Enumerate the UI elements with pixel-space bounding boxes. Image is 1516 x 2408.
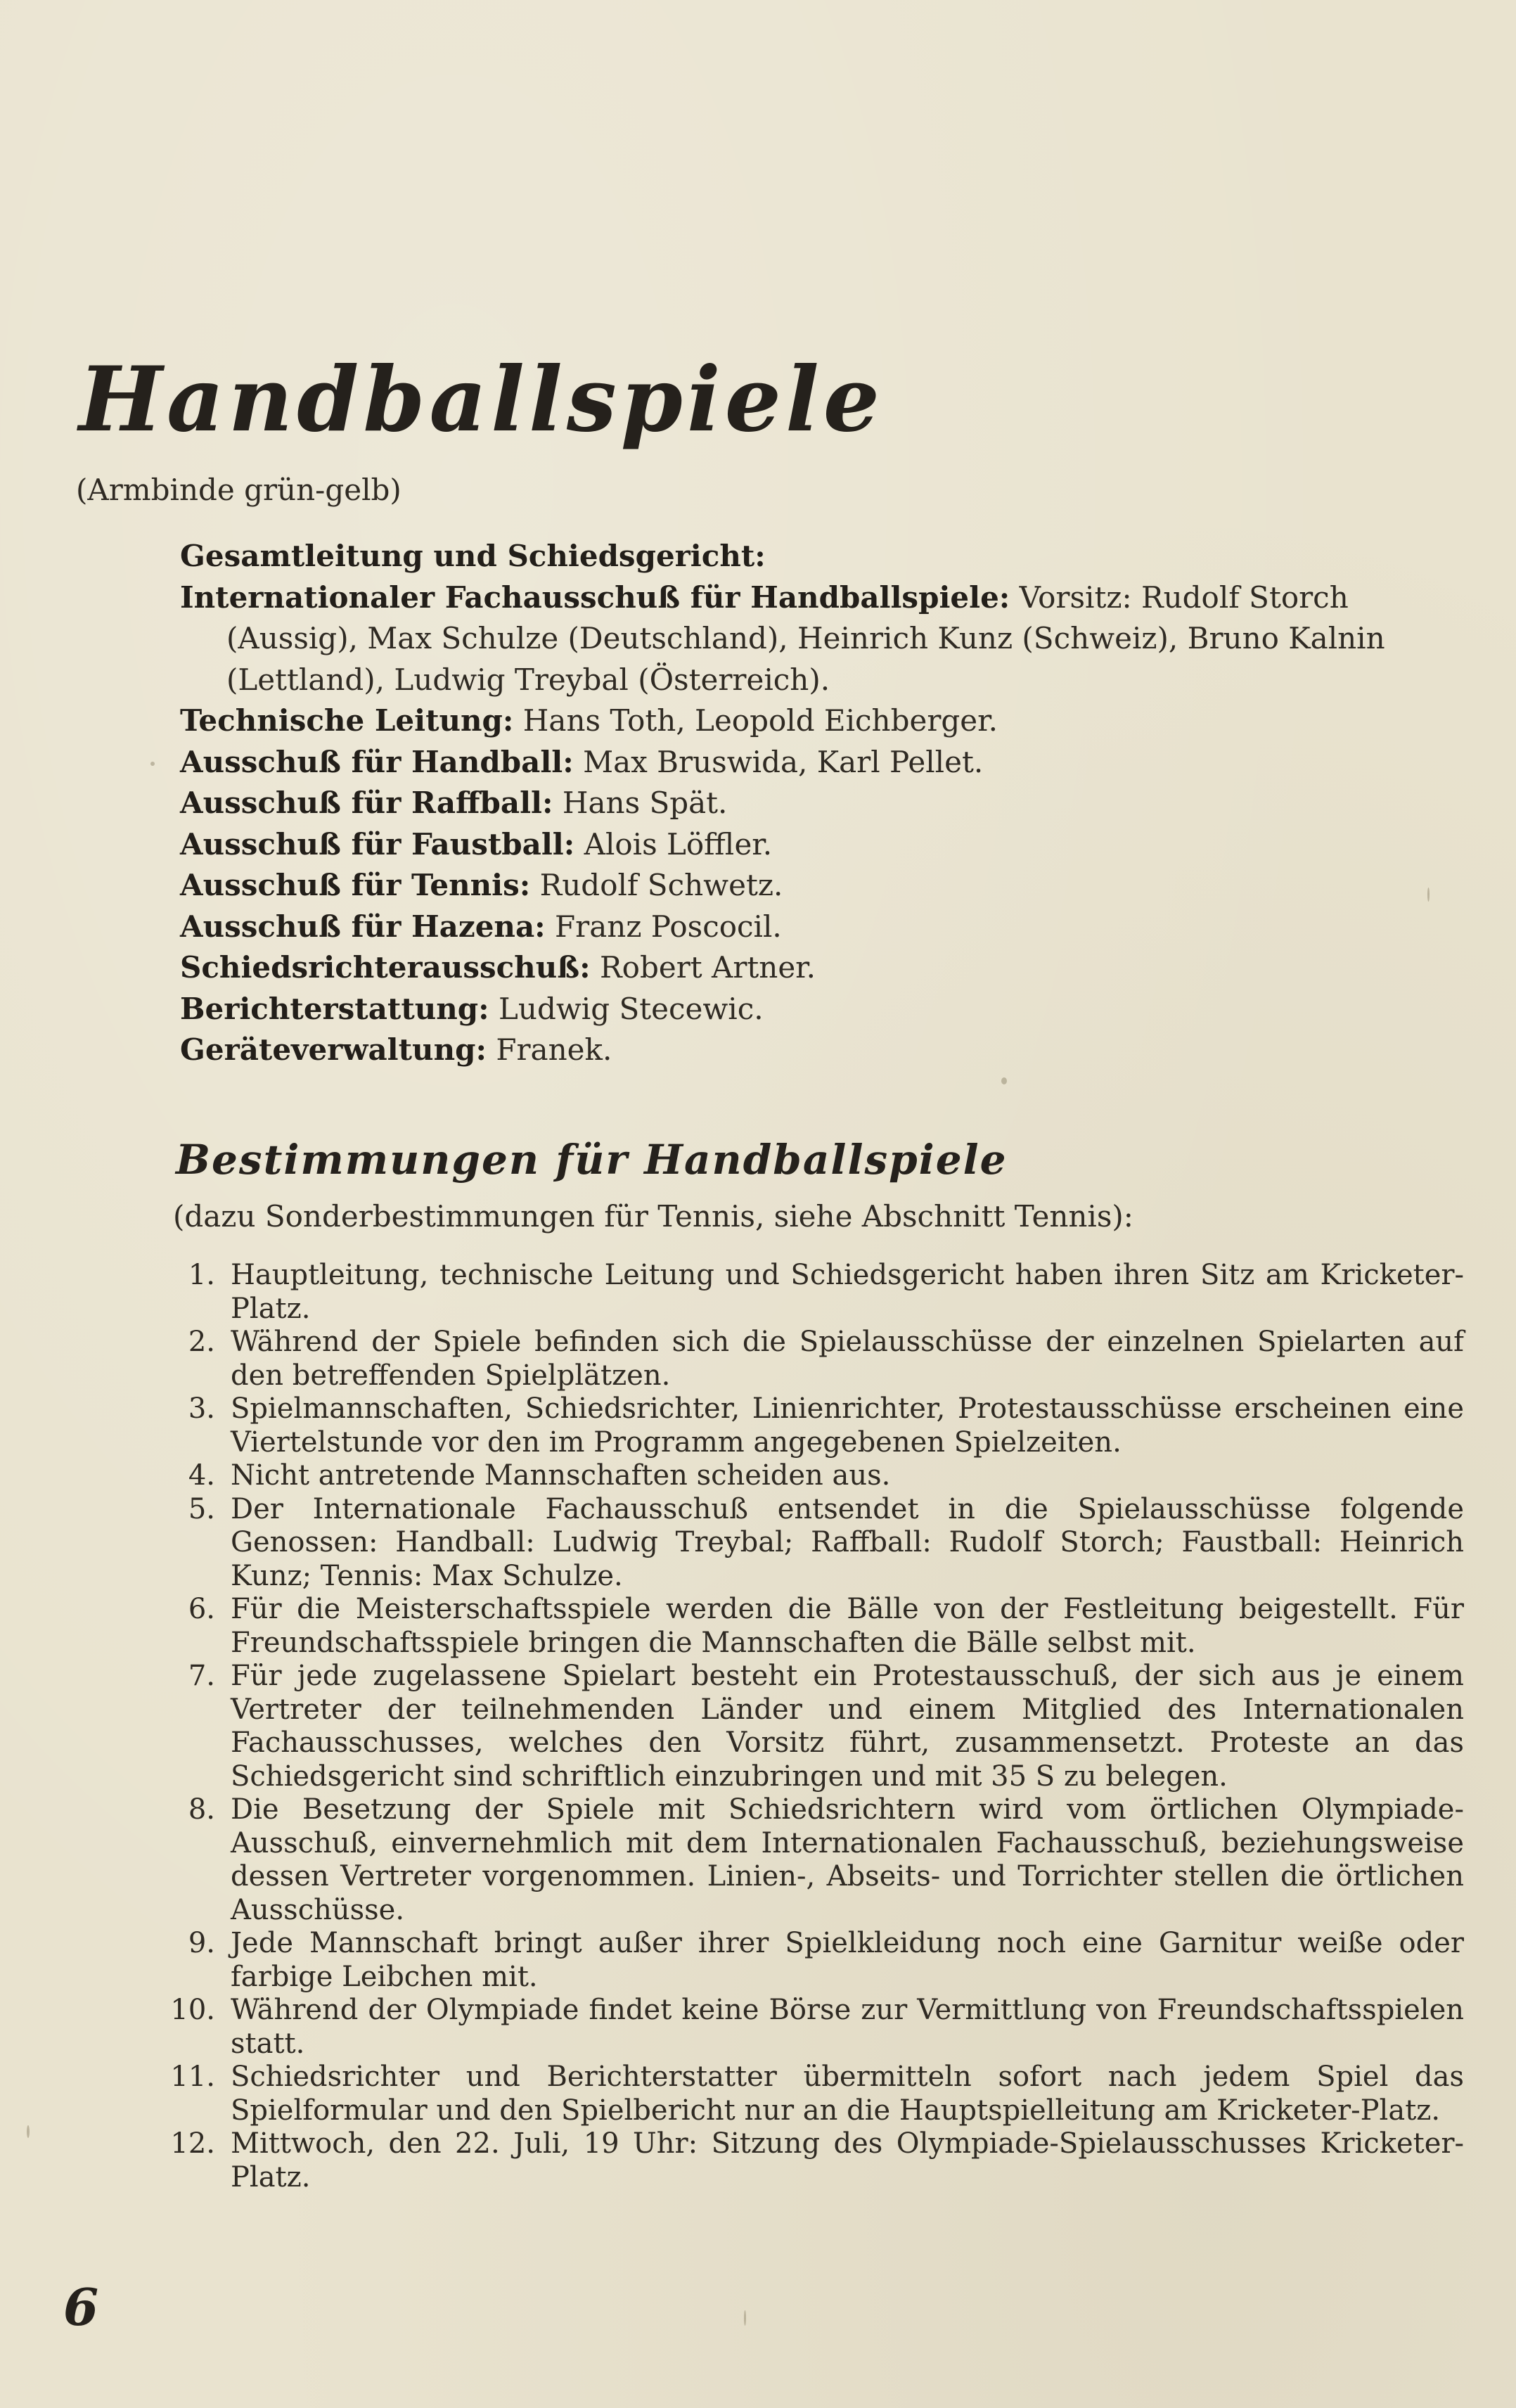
rule-number: 9. [188, 1927, 215, 1959]
rule-number: 11. [170, 2061, 215, 2093]
rule-number: 7. [188, 1660, 215, 1692]
rule-item [166, 1326, 1464, 1392]
officials-entry [180, 577, 1474, 701]
officials-label: Geräteverwaltung: [180, 1032, 487, 1067]
rule-text: Jede Mannschaft bringt außer ihrer Spielkleidung noch eine Garnitur weiße oder farbige Leibchen mit. [231, 1927, 1464, 1993]
rule-number: 8. [188, 1793, 215, 1826]
rule-text: Nicht antretende Mannschaften scheiden aus. [231, 1459, 891, 1492]
rule-text: Mittwoch, den 22. Juli, 19 Uhr: Sitzung des Olympiade-Spielausschusses Kricketer-Platz. [231, 2127, 1464, 2194]
officials-label: Ausschuß für Hazena: [180, 909, 546, 944]
rule-text: Die Besetzung der Spiele mit Schiedsrichtern wird vom örtlichen Olympiade-Ausschuß, einvernehmlich mit dem Internationalen Fachausschuß, beziehungsweise dessen Vertreter vorgenommen. Linien-, Abseits- und Torrichter stellen die örtlichen Ausschüsse. [231, 1793, 1464, 1926]
rules-heading: Bestimmungen für Handballspiele [176, 1136, 1008, 1184]
officials-entry [180, 907, 1474, 948]
paper-speck [1001, 1077, 1007, 1084]
rule-item [166, 1493, 1464, 1594]
page-number: 6 [63, 2277, 99, 2337]
officials-entry [180, 865, 1474, 907]
page-subtitle: (Armbinde grün-gelb) [76, 473, 402, 507]
paper-speck [744, 2310, 746, 2326]
rule-item [166, 1994, 1464, 2061]
rule-item [166, 1660, 1464, 1793]
officials-label: Ausschuß für Raffball: [180, 786, 553, 820]
paper-speck [150, 762, 155, 766]
rule-number: 2. [188, 1326, 215, 1358]
rules-list [166, 1259, 1464, 2194]
officials-text: Robert Artner. [590, 950, 816, 985]
paper-speck [1427, 888, 1430, 902]
rule-text: Während der Spiele befinden sich die Spielausschüsse der einzelnen Spielarten auf den betreffenden Spielplätzen. [231, 1326, 1464, 1392]
officials-text: Hans Spät. [553, 786, 728, 820]
officials-text: Vorsitz: Rudolf Storch (Aussig), Max Schulze (Deutschland), Heinrich Kunz (Schweiz), Bruno Kalnin (Lettland), Ludwig Treybal (Österreich). [226, 579, 1385, 697]
officials-list [180, 536, 1474, 1071]
officials-entry [180, 700, 1474, 742]
officials-label: Schiedsrichterausschuß: [180, 950, 591, 985]
rule-text: Hauptleitung, technische Leitung und Schiedsgericht haben ihren Sitz am Kricketer-Platz. [231, 1259, 1464, 1325]
rule-text: Der Internationale Fachausschuß entsendet in die Spielausschüsse folgende Genossen: Handball: Ludwig Treybal; Raffball: Rudolf Storch; Faustball: Heinrich Kunz; Tennis: Max Schulze. [231, 1492, 1464, 1592]
officials-entry [180, 536, 1474, 577]
officials-label: Ausschuß für Tennis: [180, 868, 531, 902]
rule-number: 6. [188, 1593, 215, 1625]
rule-item [166, 1459, 1464, 1493]
rule-number: 5. [188, 1492, 215, 1525]
rule-text: Für jede zugelassene Spielart besteht ein Protestausschuß, der sich aus je einem Vertreter der teilnehmenden Länder und einem Mitglied des Internationalen Fachausschusses, welches den Vorsitz führt, zusammensetzt. Proteste an das Schiedsgericht sind schriftlich einzubringen und mit 35 S zu belegen. [231, 1660, 1464, 1793]
rule-item [166, 1793, 1464, 1927]
rule-text: Für die Meisterschaftsspiele werden die Bälle von der Festleitung beigestellt. Für Freundschaftsspiele bringen die Mannschaften die Bälle selbst mit. [231, 1593, 1464, 1659]
officials-entry [180, 824, 1474, 866]
rule-number: 1. [188, 1259, 215, 1291]
officials-entry [180, 742, 1474, 783]
officials-text: Max Bruswida, Karl Pellet. [573, 744, 984, 779]
officials-entry [180, 947, 1474, 989]
rule-number: 12. [170, 2127, 215, 2160]
rule-item [166, 2127, 1464, 2194]
rule-number: 10. [170, 1994, 215, 2026]
officials-label: Ausschuß für Handball: [180, 744, 574, 779]
rule-text: Während der Olympiade findet keine Börse zur Vermittlung von Freundschaftsspielen statt. [231, 1994, 1464, 2060]
rule-item [166, 2061, 1464, 2127]
rule-item [166, 1259, 1464, 1326]
rule-item [166, 1927, 1464, 1994]
officials-entry [180, 989, 1474, 1030]
rule-number: 4. [188, 1459, 215, 1492]
officials-text: Franek. [486, 1032, 612, 1067]
rule-text: Spielmannschaften, Schiedsrichter, Linienrichter, Protestausschüsse erscheinen eine Viertelstunde vor den im Programm angegebenen Spielzeiten. [231, 1392, 1464, 1459]
page-title: Handballspiele [79, 347, 884, 452]
officials-label: Ausschuß für Faustball: [180, 826, 575, 862]
officials-entry [180, 783, 1474, 824]
officials-entry [180, 1030, 1474, 1071]
rule-item [166, 1593, 1464, 1660]
officials-text: Alois Löffler. [574, 826, 773, 862]
rule-text: Schiedsrichter und Berichterstatter übermitteln sofort nach jedem Spiel das Spielformular und den Spielbericht nur an die Hauptspielleitung am Kricketer-Platz. [231, 2061, 1464, 2127]
officials-label: Internationaler Fachausschuß für Handballspiele: [180, 579, 1010, 615]
rule-number: 3. [188, 1392, 215, 1425]
paper-speck [27, 2125, 30, 2138]
officials-label: Technische Leitung: [180, 703, 514, 738]
rule-item [166, 1392, 1464, 1459]
officials-text: Ludwig Stecewic. [489, 991, 764, 1026]
rules-intro: (dazu Sonderbestimmungen für Tennis, siehe Abschnitt Tennis): [173, 1199, 1133, 1234]
officials-text: Franz Poscocil. [545, 909, 782, 944]
officials-label: Gesamtleitung und Schiedsgericht: [180, 539, 766, 573]
officials-text: Hans Toth, Leopold Eichberger. [513, 703, 998, 738]
officials-label: Berichterstattung: [180, 991, 489, 1026]
officials-text: Rudolf Schwetz. [530, 868, 783, 902]
